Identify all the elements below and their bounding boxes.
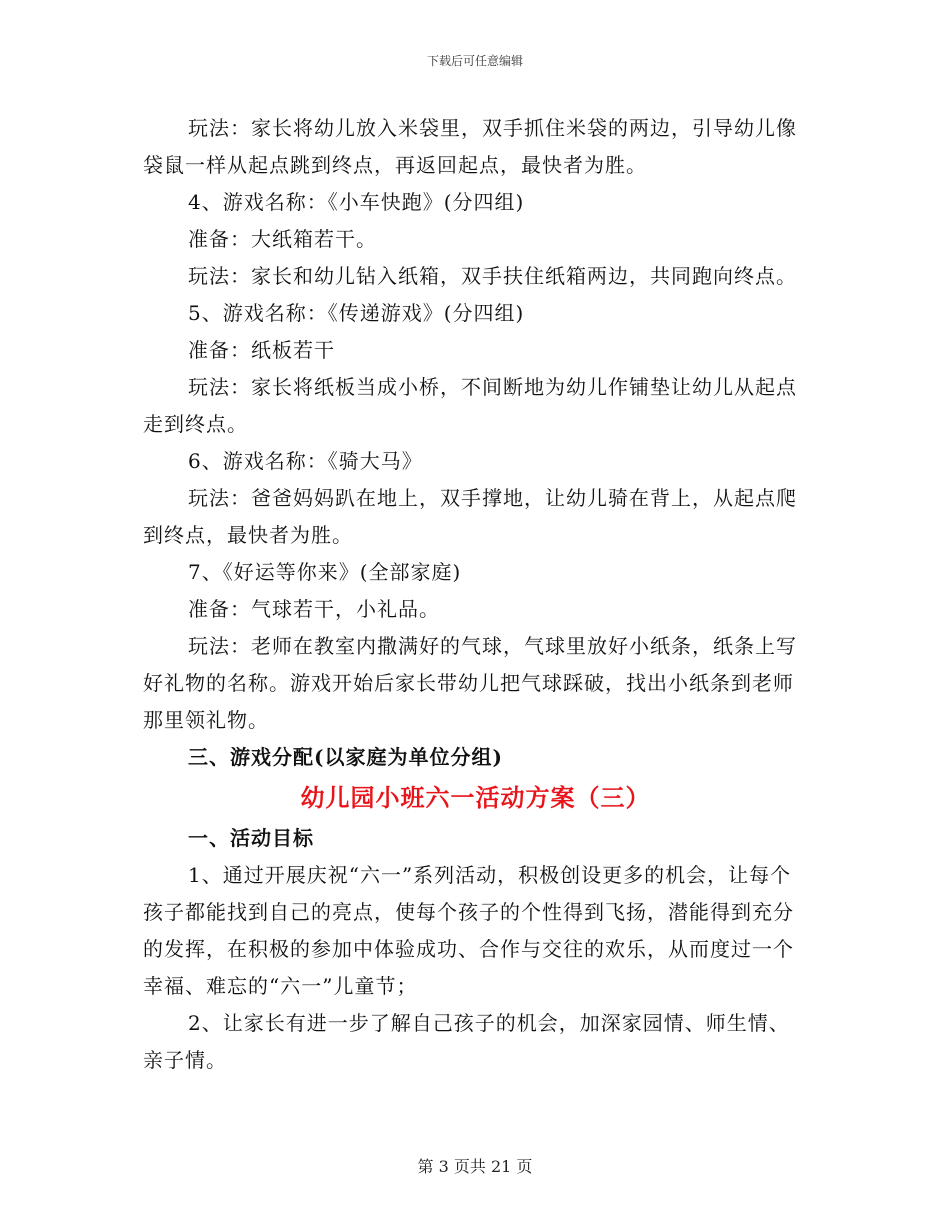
paragraph-game-5-title: 5、游戏名称：《传递游戏》(分四组) [188, 301, 525, 325]
page-footer: 第 3 页共 21 页 [417, 1157, 533, 1176]
paragraph-goal-2: 2、让家长有进一步了解自己孩子的机会，加深家园情、师生情、亲子情。 [143, 1011, 790, 1072]
paragraph-game-7-title: 7、《好运等你来》(全部家庭) [188, 560, 462, 584]
heading-game-allocation: 三、游戏分配(以家庭为单位分组) [188, 745, 503, 769]
paragraph-goal-1: 1、通过开展庆祝“六一”系列活动，积极创设更多的机会，让每个孩子都能找到自己的亮点，使每个孩子的个性得到飞扬，潜能得到充分的发挥，在积极的参加中体验成功、合作与交往的欢乐，从而度过一个幸福、难忘的“六一”儿童节； [143, 863, 794, 998]
paragraph-game-6-title: 6、游戏名称：《骑大马》 [188, 449, 423, 473]
page-header: 下载后可任意编辑 [426, 54, 523, 68]
paragraph-game-7-prep: 准备：气球若干，小礼品。 [188, 597, 440, 621]
paragraph-game-4-prep: 准备：大纸箱若干。 [188, 227, 377, 251]
paragraph-game-5-rules: 玩法：家长将纸板当成小桥，不间断地为幼儿作铺垫让幼儿从起点走到终点。 [143, 375, 797, 436]
paragraph-game-7-rules: 玩法：老师在教室内撒满好的气球，气球里放好小纸条，纸条上写好礼物的名称。游戏开始后家长带幼儿把气球踩破，找出小纸条到老师那里领礼物。 [143, 634, 797, 732]
paragraph-game-4-rules: 玩法：家长和幼儿钻入纸箱，双手扶住纸箱两边，共同跑向终点。 [188, 264, 797, 288]
paragraph-sack-race-rules: 玩法：家长将幼儿放入米袋里，双手抓住米袋的两边，引导幼儿像袋鼠一样从起点跳到终点，再返回起点，最快者为胜。 [143, 116, 797, 177]
paragraph-game-4-title: 4、游戏名称：《小车快跑》(分四组) [188, 190, 525, 214]
paragraph-game-5-prep: 准备：纸板若干 [188, 338, 335, 362]
paragraph-game-6-rules: 玩法：爸爸妈妈趴在地上，双手撑地，让幼儿骑在背上，从起点爬到终点，最快者为胜。 [143, 486, 797, 547]
section-title: 幼儿园小班六一活动方案（三） [300, 783, 651, 812]
heading-activity-goals: 一、活动目标 [188, 826, 314, 850]
document-body [143, 110, 808, 1079]
